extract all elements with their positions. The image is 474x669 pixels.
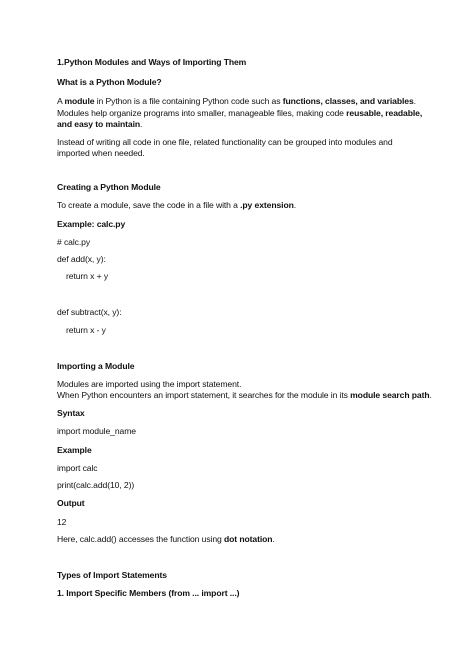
- paragraph-grouping-line-1: Instead of writing all code in one file, related functionality can be grouped into modules and: [57, 137, 393, 147]
- code-comment: # calc.py: [57, 237, 91, 247]
- paragraph-importing-line-2: [57, 390, 432, 401]
- code-import-calc: import calc: [57, 463, 98, 473]
- bold-dot-notation: dot notation: [224, 534, 273, 544]
- heading-types-of-import: Types of Import Statements: [57, 570, 167, 580]
- text-run: Here, calc.add() accesses the function using: [57, 534, 224, 544]
- text-run: .: [293, 200, 297, 210]
- code-def-subtract: def subtract(x, y):: [57, 307, 122, 317]
- bold-py-extension: .py extension: [240, 200, 294, 210]
- heading-syntax: Syntax: [57, 408, 85, 418]
- paragraph-module-line-1: [57, 96, 416, 107]
- code-return-subtract: return x - y: [66, 325, 106, 335]
- document-title: 1.Python Modules and Ways of Importing Them: [57, 57, 247, 67]
- paragraph-module-line-2: [57, 108, 422, 119]
- paragraph-module-line-3: [57, 119, 142, 130]
- bold-functions-classes-variables: functions, classes, and variables: [282, 96, 414, 106]
- heading-what-is-module: What is a Python Module?: [57, 77, 162, 87]
- paragraph-grouping-line-2: imported when needed.: [57, 148, 145, 158]
- code-syntax: import module_name: [57, 426, 136, 436]
- code-def-add: def add(x, y):: [57, 254, 106, 264]
- heading-import-specific-members: 1. Import Specific Members (from ... import ...): [57, 588, 240, 598]
- heading-output: Output: [57, 498, 85, 508]
- text-run: When Python encounters an import statement, it searches for the module in its: [57, 390, 351, 400]
- text-run: .: [272, 534, 275, 544]
- heading-example-calc: Example: calc.py: [57, 219, 126, 229]
- text-run: A: [57, 96, 65, 106]
- output-value: 12: [57, 517, 67, 527]
- heading-creating-module: Creating a Python Module: [57, 182, 161, 192]
- bold-module: module: [64, 96, 95, 106]
- text-run: in Python is a file containing Python code such as: [94, 96, 283, 106]
- text-run: To create a module, save the code in a file with a: [57, 200, 241, 210]
- bold-easy-to-maintain: and easy to maintain: [57, 119, 141, 129]
- paragraph-creating: [57, 200, 296, 211]
- paragraph-importing-line-1: Modules are imported using the import statement.: [57, 379, 242, 389]
- paragraph-here: [57, 534, 275, 545]
- bold-reusable-readable: reusable, readable,: [346, 108, 423, 118]
- code-print-calc-add: print(calc.add(10, 2)): [57, 480, 135, 490]
- bold-module-search-path: module search path: [350, 390, 430, 400]
- text-run: .: [429, 390, 432, 400]
- text-run: Modules help organize programs into smaller, manageable files, making code: [57, 108, 347, 118]
- text-run: .: [413, 96, 416, 106]
- text-run: .: [140, 119, 143, 129]
- heading-example: Example: [57, 445, 92, 455]
- code-return-add: return x + y: [66, 271, 109, 281]
- heading-importing-module: Importing a Module: [57, 361, 135, 371]
